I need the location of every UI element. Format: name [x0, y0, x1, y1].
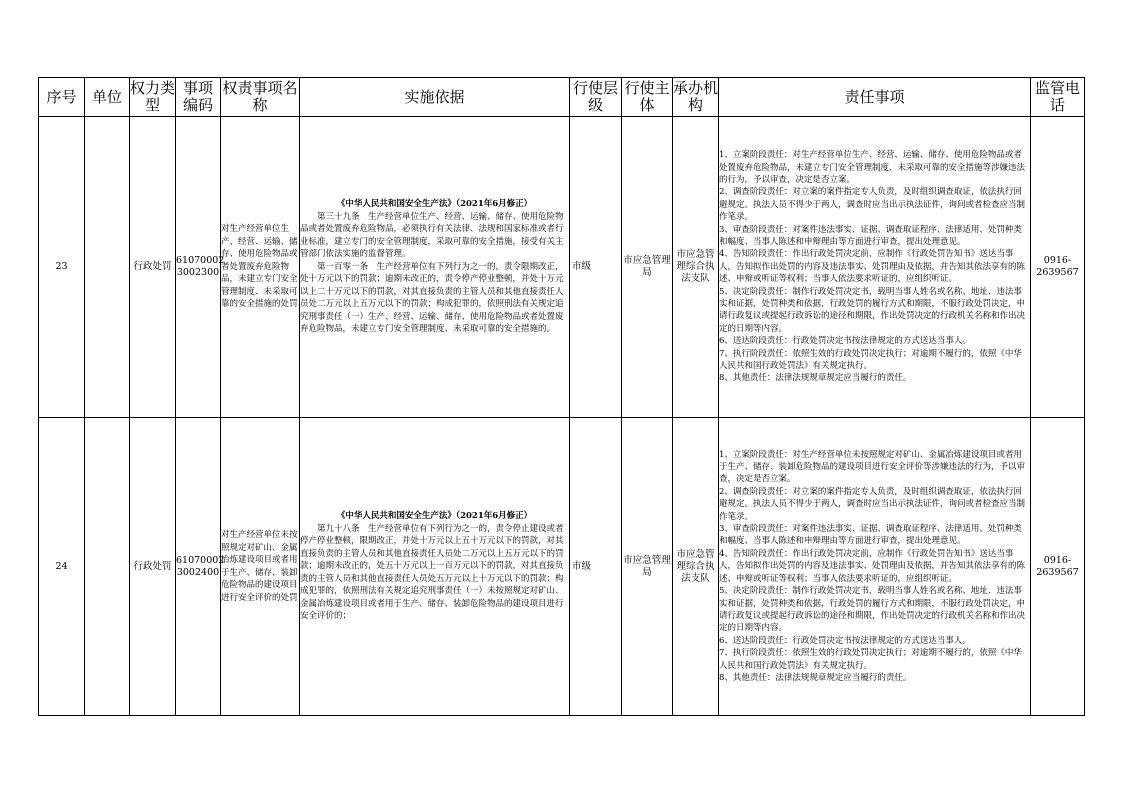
responsibility-item: 8、其他责任：法律法规规章规定应当履行的责任。 — [719, 672, 912, 683]
cell-responsibilities — [719, 117, 1031, 418]
cell-name: 对生产经营单位生产、经营、运输、储存、使用危险物品或者处置废弃危险物品，未建立专门安全管理制度、未采取可靠的安全措施的处罚 — [221, 117, 300, 418]
cell-code: 61070002 3002300 — [176, 117, 221, 418]
basis-title: 《中华人民共和国安全生产法》（2021年6月修正） — [336, 511, 533, 522]
table-row — [39, 117, 1085, 418]
basis-paragraph: 第一百零一条 生产经营单位有下列行为之一的，责令限期改正，处十万元以下的罚款；逾期未改正的，责令停产停业整顿，并处十万元以上二十万元以下的罚款，对其直接负责的主管人员和其他直接责任人员处二万元以上五万元以下的罚款；构成犯罪的，依照刑法有关规定追究刑事责任（一）生产、经营、运输、储存、使用危险物品或者处置废弃危险物品，未建立专门安全管理制度、未采取可靠的安全措施的。 — [300, 261, 564, 335]
responsibility-item: 7、执行阶段责任：依照生效的行政处罚决定执行；对逾期不履行的，依照《中华人民共和国行政处罚法》有关规定执行。 — [719, 348, 1022, 372]
responsibility-item: 4、告知阶段责任：作出行政处罚决定前，应制作《行政处罚告知书》送达当事人，告知拟作出处罚的内容及违法事实、处罚理由及依据，并告知其依法享有的陈述、申辩或听证等权利；当事人依法要求听证的，应组织听证。 — [719, 548, 1026, 584]
responsibility-item: 3、审查阶段责任：对案件违法事实、证据、调查取证程序、法律适用、处罚种类和幅度、当事人陈述和申辩理由等方面进行审查，提出处理意见。 — [719, 524, 1022, 547]
table-row — [39, 418, 1085, 716]
responsibility-item: 2、调查阶段责任：对立案的案件指定专人负责，及时组织调查取证，依法执行回避规定。执法人员不得少于两人，调查时应当出示执法证件，询问或者检查应当制作笔录。 — [719, 486, 1026, 522]
cell-unit — [85, 418, 130, 716]
header-unit: 单位 — [85, 78, 130, 117]
header-name: 权责事项名称 — [221, 78, 300, 117]
cell-unit — [85, 117, 130, 418]
responsibility-item: 2、调查阶段责任：对立案的案件指定专人负责，及时组织调查取证，依法执行回避规定。执法人员不得少于两人，调查时应当出示执法证件，询问或者检查应当制作笔录。 — [719, 187, 1026, 223]
cell-type: 行政处罚 — [130, 117, 176, 418]
cell-seq: 24 — [39, 418, 85, 716]
responsibility-item: 4、告知阶段责任：作出行政处罚决定前，应制作《行政处罚告知书》送达当事人，告知拟作出处罚的内容及违法事实、处罚理由及依据，并告知其依法享有的陈述、申辩或听证等权利；当事人依法要求听证的，应组织听证。 — [719, 249, 1026, 285]
cell-basis — [300, 117, 570, 418]
responsibility-item: 8、其他责任：法律法规规章规定应当履行的责任。 — [719, 373, 912, 384]
basis-title: 《中华人民共和国安全生产法》（2021年6月修正） — [336, 199, 533, 210]
basis-paragraph: 第三十九条 生产经营单位生产、经营、运输、储存、使用危险物品或者处置废弃危险物品，必须执行有关法律、法规和国家标准或者行业标准，建立专门的安全管理制度，采取可靠的安全措施，接受有关主管部门依法实施的监督管理。 — [300, 211, 564, 260]
header-agency: 承办机构 — [673, 78, 719, 117]
responsibility-item: 6、送达阶段责任：行政处罚决定书按法律规定的方式送达当事人。 — [719, 635, 971, 646]
header-responsibilities: 责任事项 — [719, 78, 1031, 117]
cell-name: 对生产经营单位未按照规定对矿山、金属冶炼建设项目或者用于生产、储存、装卸危险物品的建设项目进行安全评价的处罚 — [221, 418, 300, 716]
cell-phone: 0916-2639567 — [1031, 418, 1085, 716]
cell-basis — [300, 418, 570, 716]
powers-table — [38, 77, 1085, 716]
responsibility-item: 1、立案阶段责任：对生产经营单位生产、经营、运输、储存、使用危险物品或者处置废弃危险物品，未建立专门安全管理制度、未采取可靠的安全措施等涉嫌违法的行为，予以审查，决定是否立案。 — [719, 150, 1026, 185]
responsibility-item: 7、执行阶段责任：依照生效的行政处罚决定执行；对逾期不履行的，依照《中华人民共和国行政处罚法》有关规定执行。 — [719, 648, 1022, 671]
cell-code: 61070002 3002400 — [176, 418, 221, 716]
responsibility-item: 1、立案阶段责任：对生产经营单位未按照规定对矿山、金属冶炼建设项目或者用于生产、储存、装卸危险物品的建设项目进行安全评价等涉嫌违法的行为，予以审查，决定是否立案。 — [719, 449, 1026, 485]
cell-seq: 23 — [39, 117, 85, 418]
header-code: 事项编码 — [176, 78, 221, 117]
header-subject: 行使主体 — [622, 78, 673, 117]
header-type: 权力类型 — [130, 78, 176, 117]
cell-responsibilities — [719, 418, 1031, 716]
responsibility-item: 5、决定阶段责任：制作行政处罚决定书，载明当事人姓名或名称、地址、违法事实和证据，处罚种类和依据，行政处罚的履行方式和期限，不服行政处罚决定，申请行政复议或提起行政诉讼的途径和期限，作出处罚决定的行政机关名称和作出决定的日期等内容。 — [719, 286, 1026, 334]
cell-subject: 市应急管理局 — [622, 117, 673, 418]
cell-level: 市级 — [570, 117, 622, 418]
cell-level: 市级 — [570, 418, 622, 716]
header-phone: 监管电话 — [1031, 78, 1085, 117]
cell-subject: 市应急管理局 — [622, 418, 673, 716]
responsibility-item: 3、审查阶段责任：对案件违法事实、证据、调查取证程序、法律适用、处罚种类和幅度、当事人陈述和申辩理由等方面进行审查，提出处理意见。 — [719, 224, 1022, 247]
header-level: 行使层级 — [570, 78, 622, 117]
basis-paragraph: 第九十八条 生产经营单位有下列行为之一的，责令停止建设或者停产停业整顿，限期改正，并处十万元以上五十万元以下的罚款，对其直接负责的主管人员和其他直接责任人员处二万元以上五万元以下的罚款；逾期未改正的，处五十万元以上一百万元以下的罚款，对其直接负责的主管人员和其他直接责任人员处五万元以上十万元以下的罚款；构成犯罪的，依照刑法有关规定追究刑事责任（一）未按照规定对矿山、金属冶炼建设项目或者用于生产、储存、装卸危险物品的建设项目进行安全评价的； — [300, 523, 564, 622]
header-seq: 序号 — [39, 78, 85, 117]
responsibility-item: 5、决定阶段责任：制作行政处罚决定书，载明当事人姓名或名称、地址、违法事实和证据，处罚种类和依据，行政处罚的履行方式和期限，不服行政处罚决定，申请行政复议或提起行政诉讼的途径和期限，作出处罚决定的行政机关名称和作出决定的日期等内容。 — [719, 586, 1026, 634]
cell-phone: 0916-2639567 — [1031, 117, 1085, 418]
header-basis: 实施依据 — [300, 78, 570, 117]
responsibility-item: 6、送达阶段责任：行政处罚决定书按法律规定的方式送达当事人。 — [719, 336, 971, 347]
cell-type: 行政处罚 — [130, 418, 176, 716]
header-row — [39, 78, 1085, 117]
cell-agency: 市应急管理综合执法支队 — [673, 418, 719, 716]
cell-agency: 市应急管理综合执法支队 — [673, 117, 719, 418]
